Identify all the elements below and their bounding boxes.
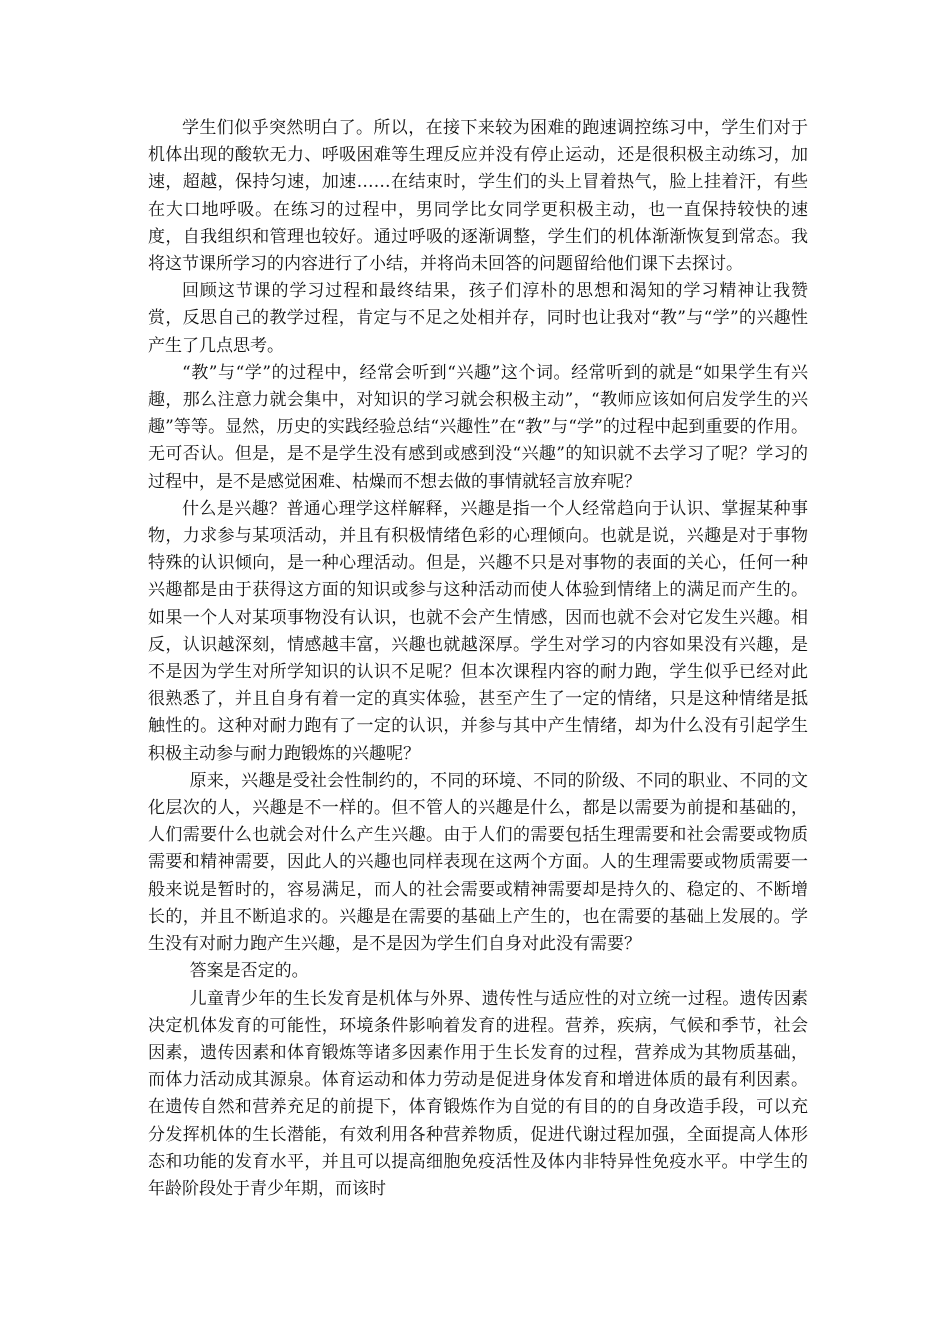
paragraph-2: 回顾这节课的学习过程和最终结果，孩子们淳朴的思想和渴知的学习精神让我赞赏，反思自己的教学过程，肯定与不足之处相并存，同时也让我对“教”与“学”的兴趣性产生了几点思考。	[148, 281, 808, 356]
paragraph-4: 什么是兴趣？普通心理学这样解释，兴趣是指一个人经常趋向于认识、掌握某种事物，力求参与某项活动，并且有积极情绪色彩的心理倾向。也就是说，兴趣是对于事物特殊的认识倾向，是一种心理活动。但是，兴趣不只是对事物的表面的关心，任何一种兴趣都是由于获得这方面的知识或参与这种活动而使人体验到情绪上的满足而产生的。如果一个人对某项事物没有认识，也就不会产生情感，因而也就不会对它发生兴趣。相反，认识越深刻，情感越丰富，兴趣也就越深厚。学生对学习的内容如果没有兴趣，是不是因为学生对所学知识的认识不足呢？但本次课程内容的耐力跑，学生似乎已经对此很熟悉了，并且自身有着一定的真实体验，甚至产生了一定的情绪，只是这种情绪是抵触性的。这种对耐力跑有了一定的认识，并参与其中产生情绪，却为什么没有引起学生积极主动参与耐力跑锻炼的兴趣呢？	[148, 498, 808, 764]
paragraph-7: 儿童青少年的生长发育是机体与外界、遗传性与适应性的对立统一过程。遗传因素决定机体发育的可能性，环境条件影响着发育的进程。营养，疾病，气候和季节，社会因素，遗传因素和体育锻炼等诸多因素作用于生长发育的过程，营养成为其物质基础，而体力活动成其源泉。体育运动和体力劳动是促进身体发育和增进体质的最有利因素。在遗传自然和营养充足的前提下，体育锻炼作为自觉的有目的的自身改造手段，可以充分发挥机体的生长潜能，有效利用各种营养物质，促进代谢过程加强，全面提高人体形态和功能的发育水平，并且可以提高细胞免疫活性及体内非特异性免疫水平。中学生的年龄阶段处于青少年期，而该时	[148, 988, 808, 1199]
paragraph-5: 原来，兴趣是受社会性制约的，不同的环境、不同的阶级、不同的职业、不同的文化层次的人，兴趣是不一样的。但不管人的兴趣是什么，都是以需要为前提和基础的，人们需要什么也就会对什么产生兴趣。由于人们的需要包括生理需要和社会需要或物质需要和精神需要，因此人的兴趣也同样表现在这两个方面。人的生理需要或物质需要一般来说是暂时的，容易满足，而人的社会需要或精神需要却是持久的、稳定的、不断增长的，并且不断追求的。兴趣是在需要的基础上产生的，也在需要的基础上发展的。学生没有对耐力跑产生兴趣，是不是因为学生们自身对此没有需要？	[148, 770, 808, 955]
document-body	[148, 115, 808, 1203]
paragraph-1: 学生们似乎突然明白了。所以，在接下来较为困难的跑速调控练习中，学生们对于机体出现的酸软无力、呼吸困难等生理反应并没有停止运动，还是很积极主动练习，加速，超越，保持匀速，加速……在结束时，学生们的头上冒着热气，脸上挂着汗，有些在大口地呼吸。在练习的过程中，男同学比女同学更积极主动，也一直保持较快的速度，自我组织和管理也较好。通过呼吸的逐渐调整，学生们的机体渐渐恢复到常态。我将这节课所学习的内容进行了小结，并将尚未回答的问题留给他们课下去探讨。	[148, 118, 808, 275]
paragraph-6: 答案是否定的。	[189, 961, 309, 982]
paragraph-3: “教”与“学”的过程中，经常会听到“兴趣”这个词。经常听到的就是“如果学生有兴趣，那么注意力就会集中，对知识的学习就会积极主动”，“教师应该如何启发学生的兴趣”等等。显然，历史的实践经验总结“兴趣性”在“教”与“学”的过程中起到重要的作用。无可否认。但是，是不是学生没有感到或感到没“兴趣”的知识就不去学习了呢？学习的过程中，是不是感觉困难、枯燥而不想去做的事情就轻言放弃呢？	[148, 362, 808, 492]
